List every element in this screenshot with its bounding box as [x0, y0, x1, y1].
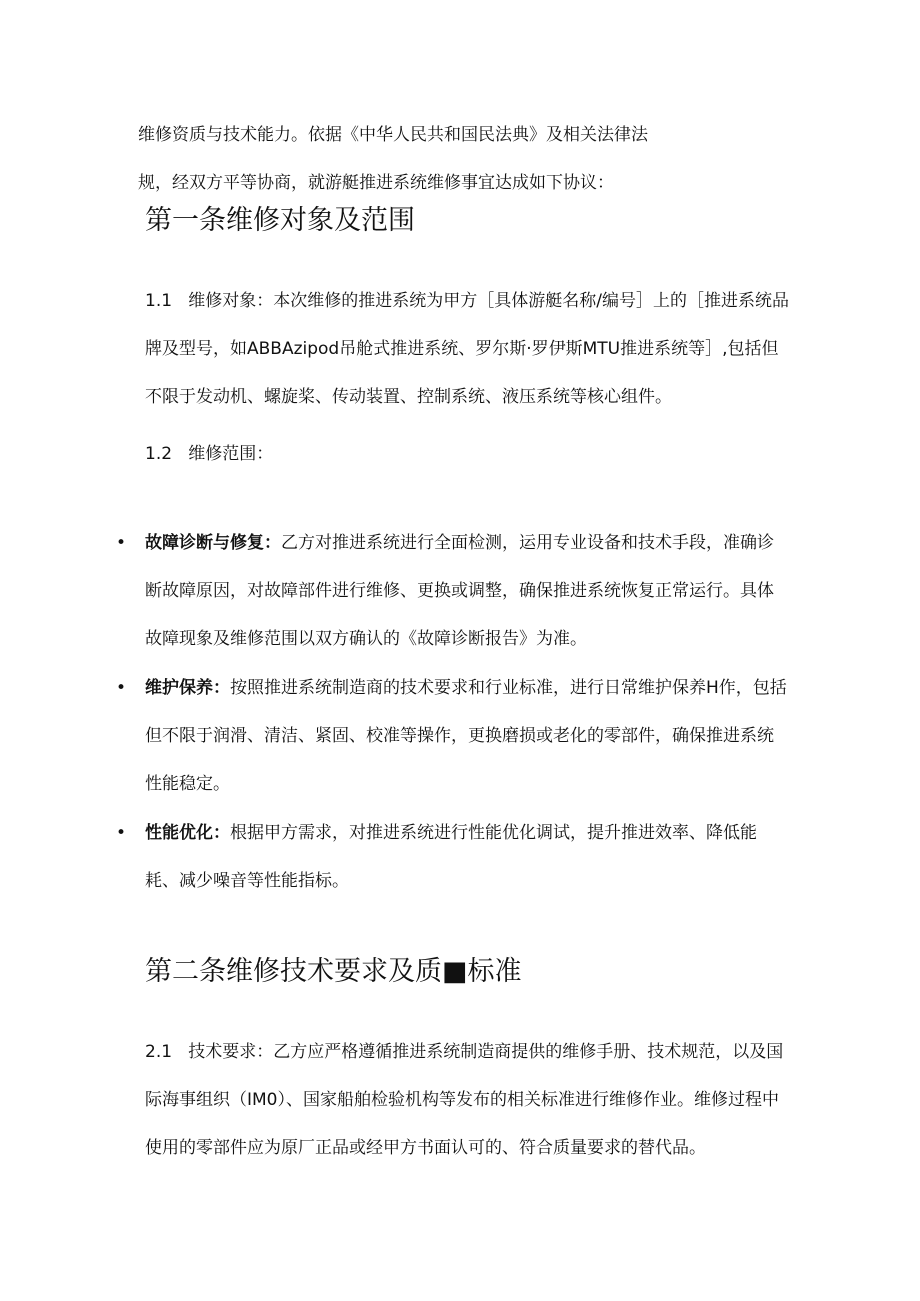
- clause-text: 维修范围：: [188, 444, 274, 464]
- clause-2-1-line-2: 际海事组织（IM0）、国家船舶检验机构等发布的相关标准进行维修作业。维修过程中: [145, 1090, 779, 1110]
- clause-1-1-line-3: 不限于发动机、螺旋桨、传动装置、控制系统、液压系统等核心组件。: [145, 387, 672, 407]
- intro-line-1: 维修资质与技术能力。依据《中华人民共和国民法典》及相关法律法: [138, 125, 648, 145]
- bullet-icon: •: [116, 678, 127, 698]
- bullet-text: 按照推进系统制造商的技术要求和行业标准，进行日常维护保养H作，包括: [230, 678, 787, 698]
- bullet-icon: •: [116, 533, 127, 553]
- article-2-heading: 第二条维修技术要求及质■标准: [145, 956, 522, 987]
- clause-number: 2.1: [145, 1042, 173, 1062]
- bullet-1-line-3: 故障现象及维修范围以双方确认的《故障诊断报告》为准。: [145, 629, 587, 649]
- bullet-label: 性能优化：: [145, 823, 230, 843]
- intro-line-2: 规，经双方平等协商，就游艇推进系统维修事宜达成如下协议：: [138, 173, 614, 193]
- bullet-text: 乙方对推进系统进行全面检测，运用专业设备和技术手段，准确诊: [281, 533, 774, 553]
- bullet-label: 故障诊断与修复：: [145, 533, 281, 553]
- bullet-3-line-1: [145, 822, 757, 844]
- clause-2-1-line-1: [145, 1041, 783, 1063]
- bullet-text: 根据甲方需求，对推进系统进行性能优化调试，提升推进效率、降低能: [230, 823, 757, 843]
- clause-1-1-line-2: 牌及型号，如ABBAzipod吊舱式推进系统、罗尔斯·罗伊斯MTU推进系统等］,包括但: [145, 339, 779, 359]
- clause-2-1-line-3: 使用的零部件应为原厂正品或经甲方书面认可的、符合质量要求的替代品。: [145, 1138, 706, 1158]
- clause-1-2: [145, 443, 273, 465]
- bullet-2-line-2: 但不限于润滑、清洁、紧固、校准等操作，更换磨损或老化的零部件，确保推进系统: [145, 726, 774, 746]
- clause-1-1-line-1: [145, 290, 789, 312]
- clause-text: 技术要求：乙方应严格遵循推进系统制造商提供的维修手册、技术规范，以及国: [188, 1042, 784, 1062]
- bullet-1-line-2: 断故障原因，对故障部件进行维修、更换或调整，确保推进系统恢复正常运行。具体: [145, 581, 774, 601]
- bullet-icon: •: [116, 823, 127, 843]
- clause-number: 1.1: [145, 291, 173, 311]
- bullet-2-line-1: [145, 677, 787, 699]
- article-1-heading: 第一条维修对象及范围: [145, 205, 415, 236]
- bullet-3-line-2: 耗、减少噪音等性能指标。: [145, 871, 349, 891]
- bullet-2-line-3: 性能稳定。: [145, 774, 230, 794]
- bullet-1-line-1: [145, 532, 774, 554]
- bullet-label: 维护保养：: [145, 678, 230, 698]
- clause-text: 维修对象：本次维修的推进系统为甲方［具体游艇名称/编号］上的［推进系统品: [188, 291, 789, 311]
- clause-number: 1.2: [145, 444, 173, 464]
